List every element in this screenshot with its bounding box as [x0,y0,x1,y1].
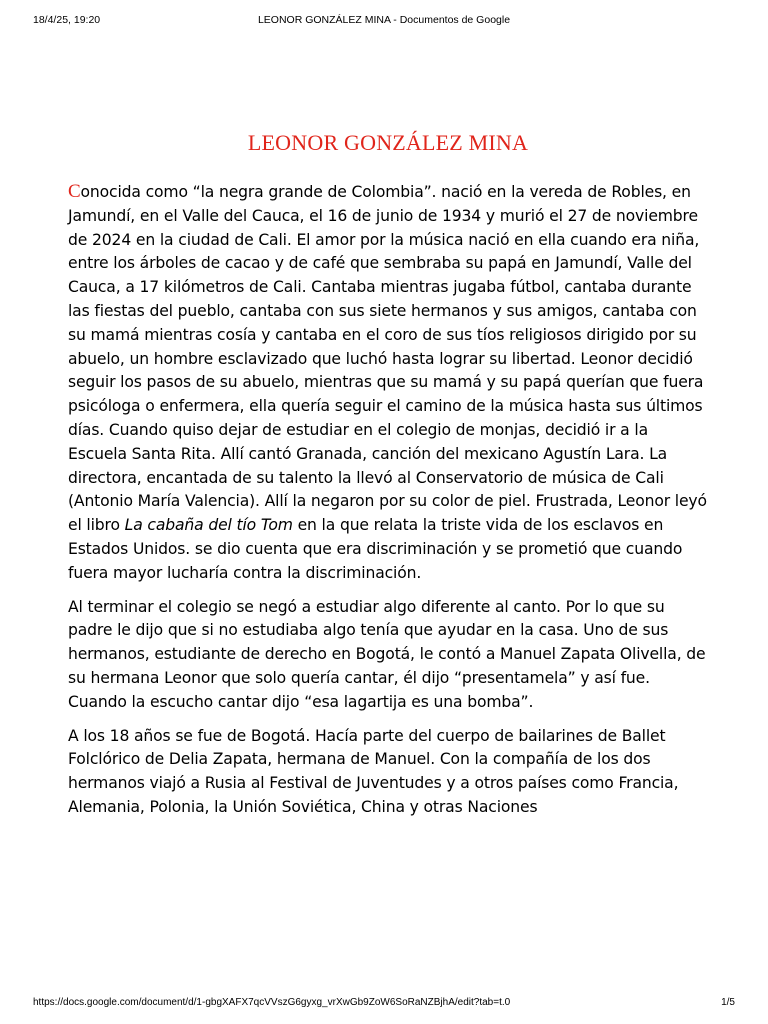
print-timestamp: 18/4/25, 19:20 [33,14,101,26]
document-body [68,130,708,830]
print-header [33,14,735,30]
page-counter: 1/5 [721,997,735,1008]
drop-cap-letter: C [68,181,81,202]
paragraph-2: Al terminar el colegio se negó a estudiar algo diferente al canto. Por lo que su padre le dijo que si no estudiaba algo tenía que ayudar en la casa. Uno de sus hermanos, estudiante de derecho en Bogotá, le contó a Manuel Zapata Olivella, de su hermana Leonor que solo quería cantar, él dijo “presentamela” y así fue. Cuando la escucho cantar dijo “esa lagartija es una bomba”. [68,597,706,711]
paragraph-3: A los 18 años se fue de Bogotá. Hacía parte del cuerpo de bailarines de Ballet Folclórico de Delia Zapata, hermana de Manuel. Con la compañía de los dos hermanos viajó a Rusia al Festival de Juventudes y a otros países como Francia, Alemania, Polonia, la Unión Soviética, China y otras Naciones [68,726,679,816]
paragraph-1-text-b: en la que relata la triste vida de los esclavos en Estados Unidos. se dio cuenta que era discriminación y se prometió que cuando fuera mayor lucharía contra la discriminación. [68,516,683,582]
paragraph-1-text-a: onocida como “la negra grande de Colombia”. nació en la vereda de Robles, en Jamundí, en el Valle del Cauca, el 16 de junio de 1934 y murió el 27 de noviembre de 2024 en la ciudad de Cali. El amor por la música nació en ella cuando era niña, entre los árboles de cacao y de café que sembraba su papá en Jamundí, Valle del Cauca, a 17 kilómetros de Cali. Cantaba mientras jugaba fútbol, cantaba durante las fiestas del pueblo, cantaba con sus siete hermanos y sus amigos, cantaba con su mamá mientras cosía y cantaba en el coro de sus tíos religiosos dirigido por su abuelo, un hombre esclavizado que luchó hasta lograr su libertad. Leonor decidió seguir los pasos de su abuelo, mientras que su mamá y su papá querían que fuera psicóloga o enfermera, ella quería seguir el camino de la música hasta sus últimos días. Cuando quiso dejar de estudiar en el colegio de monjas, decidió ir a la Escuela Santa Rita. Allí cantó Granada, canción del mexicano Agustín Lara. La directora, encantada de su talento la llevó al Conservatorio de música de Cali (Antonio María Valencia). Allí la negaron por su color de piel. Frustrada, Leonor leyó el libro [68,183,707,535]
paragraph-1 [68,180,708,586]
book-title-italic: La cabaña del tío Tom [124,516,293,535]
print-footer [33,997,735,1011]
print-url: https://docs.google.com/document/d/1-gbgXAFX7qcVVszG6gyxg_vrXwGb9ZoW6SoRaNZBjhA/edit?tab=t.0 [33,997,511,1008]
document-title: LEONOR GONZÁLEZ MINA [247,130,529,155]
print-page-title: LEONOR GONZÁLEZ MINA - Documentos de Google [257,14,511,26]
